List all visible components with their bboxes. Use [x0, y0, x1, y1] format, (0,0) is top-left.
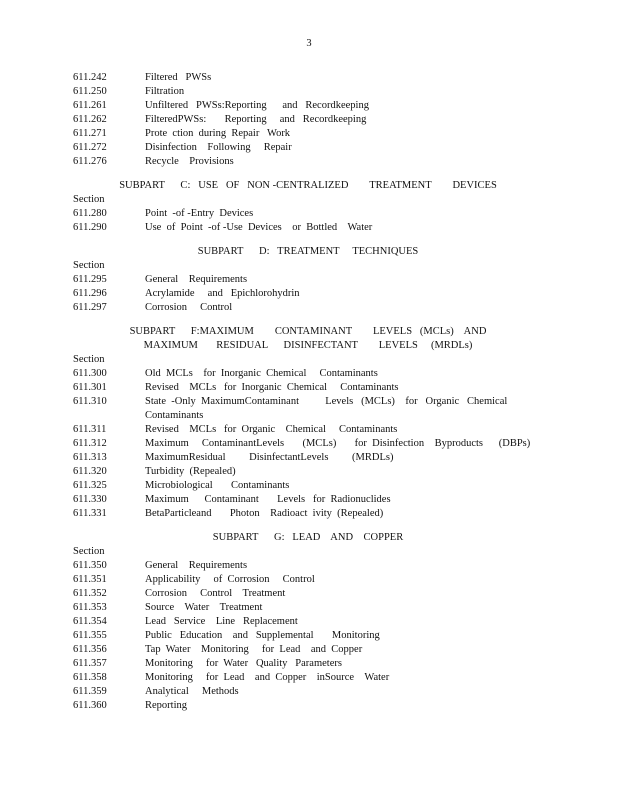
section-title: Old MCLs for Inorganic Chemical Contaminants [145, 368, 378, 379]
toc-row [73, 615, 573, 629]
toc-row [73, 493, 573, 507]
section-number: 611.313 [73, 452, 107, 463]
toc-row [73, 71, 573, 85]
section-title: General Requirements [145, 560, 248, 571]
section-number: 611.261 [73, 100, 107, 111]
section-title: Monitoring for Lead and Copper inSource Water [145, 672, 390, 683]
page-number: 3 [306, 38, 312, 49]
section-title: State -Only MaximumContaminant Levels (MCLs) for Organic Chemical Contaminants [145, 396, 510, 421]
toc-row [73, 141, 573, 155]
toc-row [73, 113, 573, 127]
section-title: Applicability of Corrosion Control [145, 574, 315, 585]
toc-row [73, 221, 573, 235]
section-label: Section [73, 354, 105, 365]
toc-row [73, 85, 573, 99]
toc-row [73, 301, 573, 315]
subpart-heading: SUBPART G: LEAD AND COPPER [212, 532, 404, 543]
toc-row [73, 587, 573, 601]
toc-row [73, 657, 573, 671]
toc-row [73, 559, 573, 573]
section-number: 611.351 [73, 574, 107, 585]
toc-row [73, 273, 573, 287]
section-number: 611.271 [73, 128, 107, 139]
subpart-heading: SUBPART D: TREATMENT TECHNIQUES [197, 246, 419, 257]
section-title: Tap Water Monitoring for Lead and Copper [145, 644, 363, 655]
section-number: 611.300 [73, 368, 107, 379]
toc-block-subpart-d [73, 245, 573, 315]
section-number: 611.353 [73, 602, 107, 613]
section-number: 611.312 [73, 438, 107, 449]
section-title: Corrosion Control [145, 302, 233, 313]
spacer [73, 521, 573, 527]
section-number: 611.359 [73, 686, 107, 697]
toc-row [73, 629, 573, 643]
section-title: Filtered PWSs [145, 72, 212, 83]
toc-row [73, 601, 573, 615]
section-title: Disinfection Following Repair [145, 142, 292, 153]
toc-row [73, 207, 573, 221]
toc-row [73, 155, 573, 169]
section-title: Point -of -Entry Devices [145, 208, 254, 219]
toc-row [73, 287, 573, 301]
table-of-contents [73, 71, 573, 713]
toc-row [73, 573, 573, 587]
section-title: Prote ction during Repair Work [145, 128, 291, 139]
section-number: 611.350 [73, 560, 107, 571]
section-label: Section [73, 194, 105, 205]
spacer [73, 235, 573, 241]
toc-row [73, 699, 573, 713]
toc-block-continued [73, 71, 573, 169]
spacer [73, 315, 573, 321]
section-number: 611.320 [73, 466, 107, 477]
section-number: 611.355 [73, 630, 107, 641]
section-title: Turbidity (Repealed) [145, 466, 236, 477]
section-title: Corrosion Control Treatment [145, 588, 286, 599]
section-title: BetaParticleand Photon Radioact ivity (Repealed) [145, 508, 384, 519]
section-title: General Requirements [145, 274, 248, 285]
section-title: Maximum ContaminantLevels (MCLs) for Disinfection Byproducts (DBPs) [145, 438, 531, 449]
toc-row [73, 451, 573, 465]
toc-row [73, 437, 573, 451]
section-title: Recycle Provisions [145, 156, 234, 167]
section-title: Maximum Contaminant Levels for Radionuclides [145, 494, 391, 505]
section-number: 611.272 [73, 142, 107, 153]
section-number: 611.360 [73, 700, 107, 711]
section-title: Revised MCLs for Organic Chemical Contaminants [145, 424, 398, 435]
section-title: Public Education and Supplemental Monitoring [145, 630, 380, 641]
section-title: Source Water Treatment [145, 602, 263, 613]
section-number: 611.250 [73, 86, 107, 97]
subpart-heading: SUBPART F:MAXIMUM CONTAMINANT LEVELS (MCLs) AND MAXIMUM RESIDUAL DISINFECTANT LEVELS (MRDLs) [129, 326, 487, 351]
section-title: Use of Point -of -Use Devices or Bottled Water [145, 222, 373, 233]
section-number: 611.280 [73, 208, 107, 219]
section-number: 611.356 [73, 644, 107, 655]
section-title: Revised MCLs for Inorganic Chemical Contaminants [145, 382, 399, 393]
toc-row [73, 367, 573, 381]
toc-row [73, 423, 573, 437]
section-number: 611.301 [73, 382, 107, 393]
section-title: Reporting [145, 700, 187, 711]
section-number: 611.330 [73, 494, 107, 505]
toc-row [73, 381, 573, 395]
section-title: Unfiltered PWSs:Reporting and Recordkeeping [145, 100, 369, 111]
section-number: 611.290 [73, 222, 107, 233]
toc-row [73, 507, 573, 521]
toc-block-subpart-c [73, 179, 573, 235]
section-number: 611.352 [73, 588, 107, 599]
toc-row [73, 479, 573, 493]
section-label: Section [73, 546, 105, 557]
section-number: 611.296 [73, 288, 107, 299]
spacer [73, 169, 573, 175]
section-title: Filtration [145, 86, 185, 97]
section-number: 611.357 [73, 658, 107, 669]
section-title: Microbiological Contaminants [145, 480, 290, 491]
toc-row [73, 465, 573, 479]
section-number: 611.242 [73, 72, 107, 83]
section-label: Section [73, 260, 105, 271]
toc-block-subpart-g [73, 531, 573, 713]
toc-row [73, 671, 573, 685]
section-number: 611.354 [73, 616, 107, 627]
section-title: Acrylamide and Epichlorohydrin [145, 288, 300, 299]
section-number: 611.358 [73, 672, 107, 683]
section-number: 611.325 [73, 480, 107, 491]
section-number: 611.331 [73, 508, 107, 519]
toc-row [73, 99, 573, 113]
toc-row [73, 127, 573, 141]
section-title: Monitoring for Water Quality Parameters [145, 658, 342, 669]
toc-row [73, 643, 573, 657]
section-number: 611.262 [73, 114, 107, 125]
toc-block-subpart-f [73, 325, 573, 521]
section-number: 611.310 [73, 396, 107, 407]
toc-row [73, 685, 573, 699]
section-number: 611.276 [73, 156, 107, 167]
section-title: Lead Service Line Replacement [145, 616, 298, 627]
section-number: 611.311 [73, 424, 107, 435]
section-title: FilteredPWSs: Reporting and Recordkeeping [145, 114, 367, 125]
section-title: MaximumResidual DisinfectantLevels (MRDLs) [145, 452, 394, 463]
toc-row [73, 395, 573, 423]
subpart-heading: SUBPART C: USE OF NON -CENTRALIZED TREATMENT DEVICES [119, 180, 497, 191]
section-number: 611.297 [73, 302, 107, 313]
section-title: Analytical Methods [145, 686, 239, 697]
section-number: 611.295 [73, 274, 107, 285]
